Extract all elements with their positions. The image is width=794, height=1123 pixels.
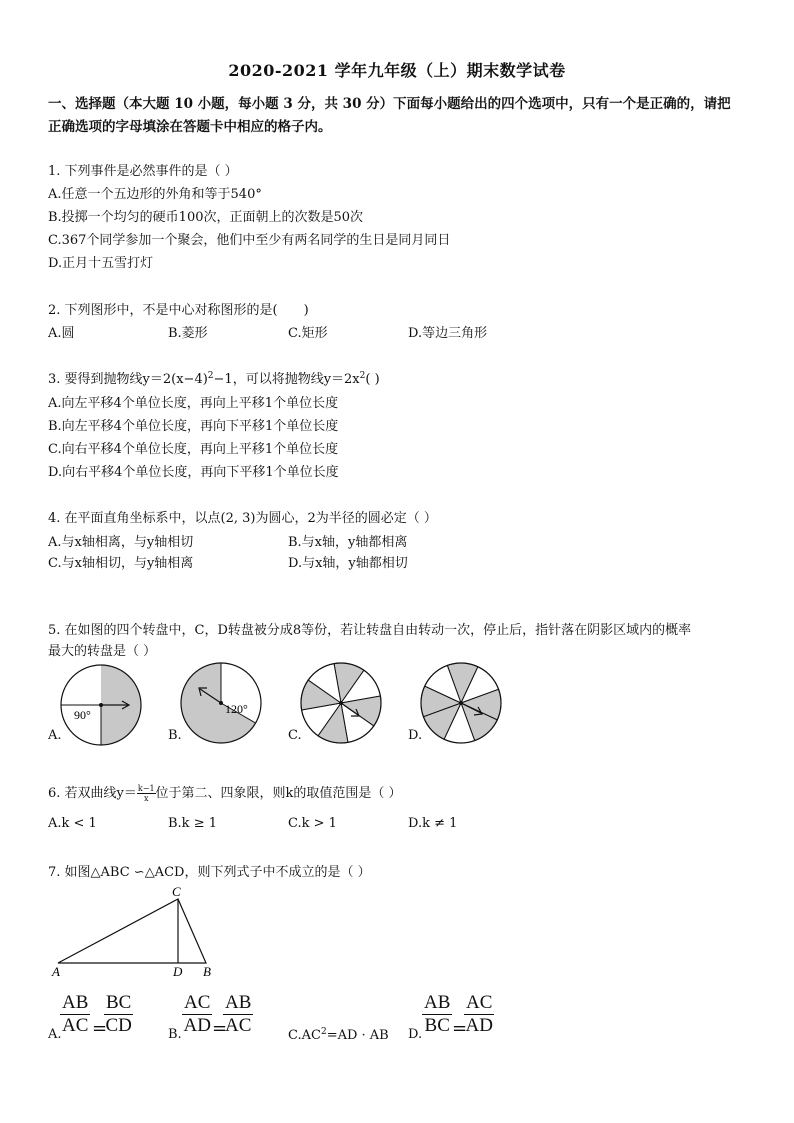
fraction-numerator: BC	[106, 992, 132, 1013]
q7-option-a-label: A.	[48, 1027, 62, 1042]
q3-option-d: D.向右平移4个单位长度，再向下平移1个单位长度	[48, 465, 339, 480]
q3-stem	[48, 368, 380, 387]
spinner-a-center	[99, 703, 103, 707]
q1-stem: 1. 下列事件是必然事件的是（ ）	[48, 164, 238, 179]
spinner-b-angle-label: 120°	[225, 702, 248, 716]
q4-stem: 4. 在平面直角坐标系中，以点(2, 3)为圆心，2为半径的圆必定（ ）	[48, 511, 437, 526]
q3-exponent-2: 2	[359, 371, 366, 381]
q7-option-d-equals: =	[452, 1018, 468, 1039]
spinner-a-figure	[58, 662, 144, 748]
q7-option-b-fraction-1	[182, 992, 212, 1037]
q7-stem: 7. 如图△ABC ∽△ACD，则下列式子中不成立的是（ ）	[48, 865, 371, 880]
q4-option-a: A.与x轴相离，与y轴相切	[48, 535, 194, 550]
fraction-numerator: AB	[424, 992, 451, 1013]
q7-option-d-fraction-2	[464, 992, 494, 1037]
q6-option-c: C.k > 1	[288, 816, 337, 831]
fraction-denominator: AD	[183, 1015, 211, 1036]
spinner-d-label: D.	[408, 728, 423, 743]
q7-option-c-exponent: 2	[320, 1027, 327, 1037]
q1-option-d: D.正月十五雪打灯	[48, 256, 154, 271]
fraction-numerator: AB	[62, 992, 89, 1013]
q7-option-b-fraction-2	[223, 992, 253, 1037]
q2-option-c: C.矩形	[288, 326, 328, 341]
q7-vertex-a: A	[52, 964, 60, 979]
q3-option-a: A.向左平移4个单位长度，再向上平移1个单位长度	[48, 396, 339, 411]
q6-option-d: D.k ≠ 1	[408, 816, 458, 831]
spinner-b-center	[219, 701, 223, 705]
q7-option-a-equals: =	[92, 1018, 108, 1039]
q5-stem-line2: 最大的转盘是（ ）	[48, 644, 157, 659]
q7-option-b-equals: =	[212, 1018, 228, 1039]
spinner-a-label: A.	[48, 728, 62, 743]
spinner-c-label: C.	[288, 728, 302, 743]
q1-option-c: C.367个同学参加一个聚会，他们中至少有两名同学的生日是同月同日	[48, 233, 451, 248]
q2-option-a: A.圆	[48, 326, 75, 341]
q7-vertex-b: B	[203, 964, 211, 979]
spinner-c-center	[339, 701, 343, 705]
q4-option-c: C.与x轴相切，与y轴相离	[48, 556, 194, 571]
q6-fraction-denominator: x	[143, 794, 149, 803]
section-instructions-line1: 一、选择题（本大题 10 小题，每小题 3 分，共 30 分）下面每小题给出的四个选项中，只有一个是正确的，请把	[48, 96, 731, 112]
q7-option-c	[288, 1027, 389, 1043]
section-instructions-line2: 正确选项的字母填涂在答题卡中相应的格子内。	[48, 119, 332, 135]
fraction-numerator: AB	[225, 992, 252, 1013]
spinner-d-figure	[418, 660, 504, 746]
q7-option-d-fraction-1	[422, 992, 452, 1037]
q6-fraction	[137, 784, 156, 803]
q6-fraction-numerator: k−1	[137, 784, 155, 793]
q6-option-b: B.k ≥ 1	[168, 816, 217, 831]
q2-option-b: B.菱形	[168, 326, 208, 341]
q4-option-d: D.与x轴，y轴都相切	[288, 556, 408, 571]
q7-triangle-abc	[58, 899, 206, 963]
spinner-a-angle-label: 90°	[74, 708, 91, 722]
fraction-denominator: AD	[465, 1015, 493, 1036]
q3-stem-part1: 3. 要得到抛物线y＝2(x−4)	[48, 372, 208, 387]
q2-stem: 2. 下列图形中，不是中心对称图形的是( )	[48, 303, 309, 318]
q5-stem-line1: 5. 在如图的四个转盘中，C，D转盘被分成8等份，若让转盘自由转动一次，停止后，指针落在阴影区域内的概率	[48, 623, 692, 638]
q3-stem-part3: ( )	[365, 372, 380, 387]
q7-option-c-part2: =AD · AB	[326, 1028, 389, 1043]
q7-vertex-d: D	[173, 964, 183, 979]
q3-stem-part2: −1，可以将抛物线y＝2x	[213, 372, 360, 387]
q6-stem-part2: 位于第二、四象限，则k的取值范围是（ ）	[155, 786, 402, 801]
q2-option-d: D.等边三角形	[408, 326, 488, 341]
q3-option-c: C.向右平移4个单位长度，再向上平移1个单位长度	[48, 442, 339, 457]
q3-exponent-1: 2	[207, 371, 214, 381]
fraction-denominator: AC	[225, 1015, 252, 1036]
q6-stem	[48, 782, 402, 803]
q6-stem-part1: 6. 若双曲线y＝	[48, 786, 137, 801]
q1-option-b: B.投掷一个均匀的硬币100次，正面朝上的次数是50次	[48, 210, 364, 225]
q7-triangle-figure	[48, 884, 228, 980]
fraction-denominator: AC	[62, 1015, 89, 1036]
q7-option-c-part1: C.AC	[288, 1028, 321, 1043]
page-title: 2020-2021 学年九年级（上）期末数学试卷	[228, 61, 566, 80]
fraction-numerator: AC	[184, 992, 211, 1013]
q4-option-b: B.与x轴，y轴都相离	[288, 535, 408, 550]
q7-option-a-fraction-2	[104, 992, 133, 1037]
q3-option-b: B.向左平移4个单位长度，再向下平移1个单位长度	[48, 419, 339, 434]
fraction-numerator: AC	[466, 992, 493, 1013]
spinner-c-figure	[298, 660, 384, 746]
spinner-b-label: B.	[168, 728, 182, 743]
q7-vertex-c: C	[172, 884, 181, 899]
q6-option-a: A.k < 1	[48, 816, 97, 831]
q7-option-d-label: D.	[408, 1027, 423, 1042]
q7-option-b-label: B.	[168, 1027, 182, 1042]
fraction-denominator: CD	[105, 1015, 132, 1036]
spinner-d-center	[459, 701, 463, 705]
q1-option-a: A.任意一个五边形的外角和等于540°	[48, 187, 262, 202]
fraction-denominator: BC	[424, 1015, 450, 1036]
spinner-b-figure	[178, 660, 264, 746]
q7-option-a-fraction-1	[60, 992, 90, 1037]
